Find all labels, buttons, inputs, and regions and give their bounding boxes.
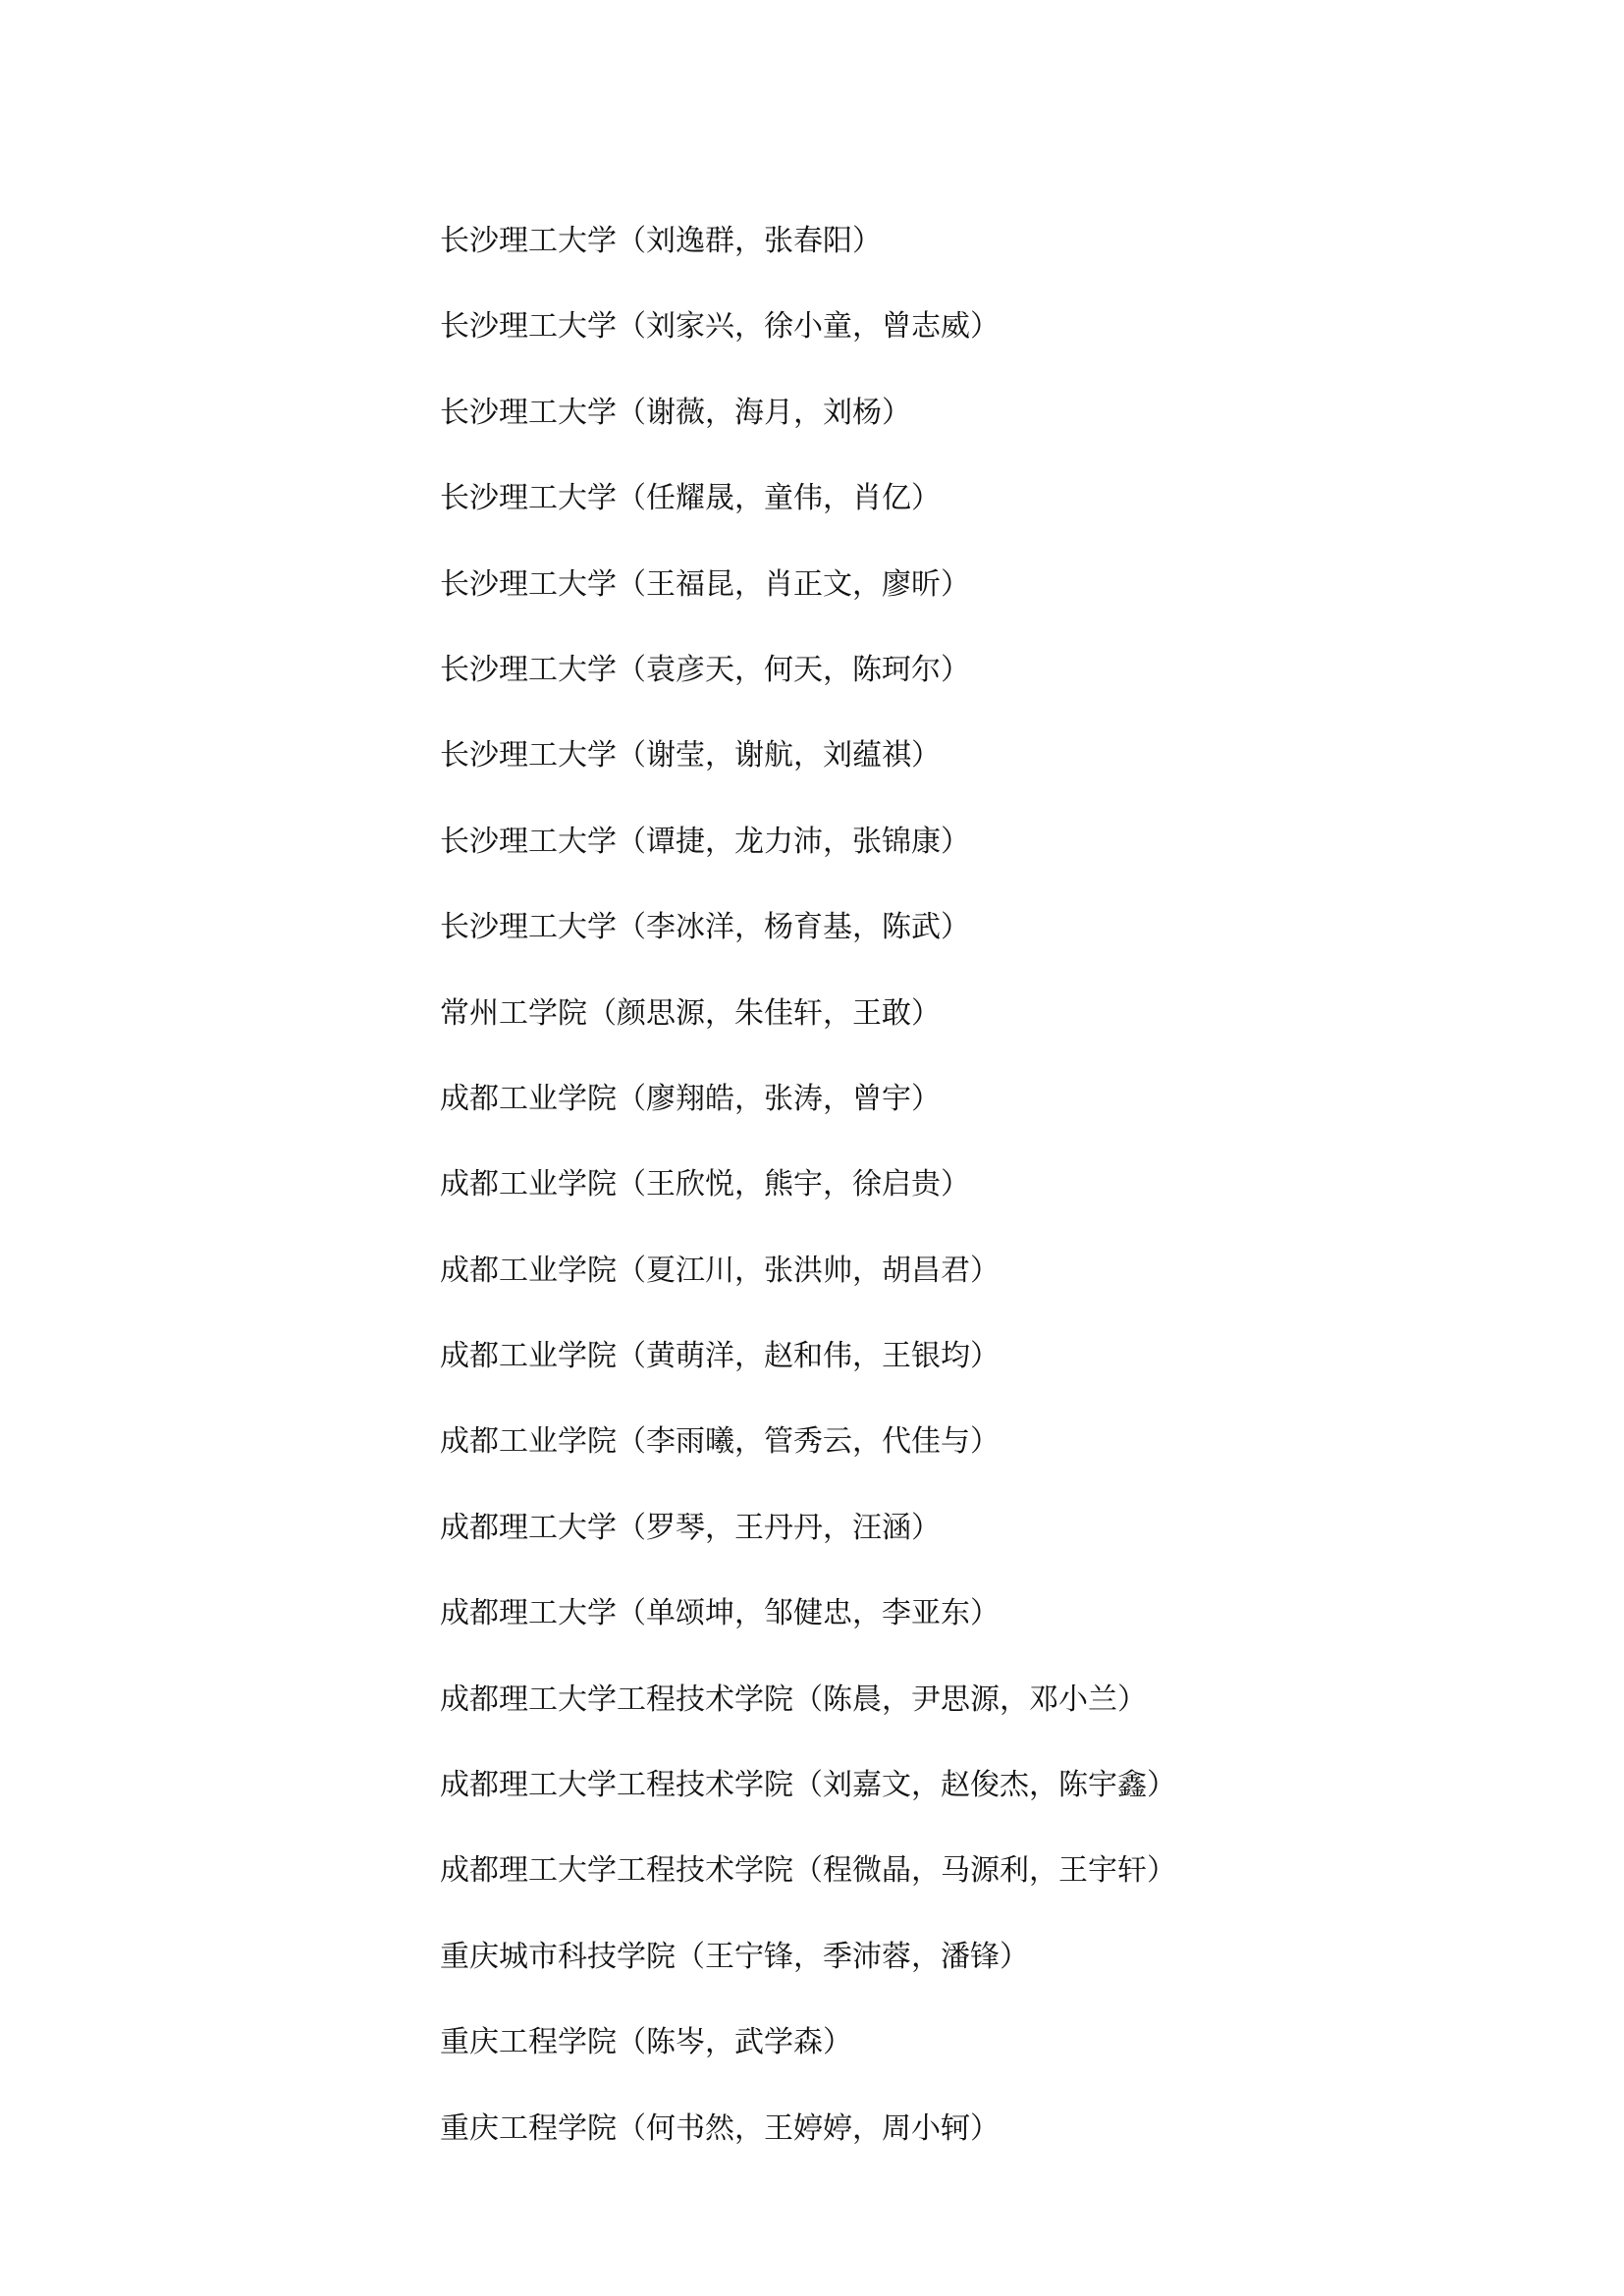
list-item: 成都工业学院（王欣悦，熊宇，徐启贵） — [440, 1167, 970, 1202]
list-item: 长沙理工大学（李冰洋，杨育基，陈武） — [440, 910, 970, 945]
list-item: 长沙理工大学（谢莹，谢航，刘蕴祺） — [440, 738, 941, 774]
award-entry-list — [440, 218, 1176, 2191]
list-item: 长沙理工大学（刘家兴，徐小童，曾志威） — [440, 309, 1000, 345]
list-item: 成都工业学院（廖翔皓，张涛，曾宇） — [440, 1081, 941, 1116]
list-item: 长沙理工大学（袁彦天，何天，陈珂尔） — [440, 652, 970, 687]
list-item: 成都理工大学（罗琴，王丹丹，汪涵） — [440, 1510, 941, 1545]
list-item: 长沙理工大学（谭捷，龙力沛，张锦康） — [440, 824, 970, 859]
list-item: 成都理工大学工程技术学院（陈晨，尹思源，邓小兰） — [440, 1682, 1147, 1717]
list-item: 重庆工程学院（何书然，王婷婷，周小轲） — [440, 2110, 1000, 2146]
list-item: 成都理工大学（单颂坤，邹健忠，李亚东） — [440, 1596, 1000, 1631]
list-item: 长沙理工大学（王福昆，肖正文，廖昕） — [440, 566, 970, 602]
list-item: 常州工学院（颜思源，朱佳轩，王敢） — [440, 995, 941, 1031]
list-item: 重庆工程学院（陈岑，武学森） — [440, 2025, 852, 2060]
list-item: 长沙理工大学（谢薇，海月，刘杨） — [440, 395, 911, 430]
list-item: 重庆城市科技学院（王宁锋，季沛蓉，潘锋） — [440, 1939, 1029, 1974]
list-item: 成都工业学院（黄萌洋，赵和伟，王银均） — [440, 1339, 1000, 1374]
list-item: 成都理工大学工程技术学院（刘嘉文，赵俊杰，陈宇鑫） — [440, 1768, 1176, 1803]
list-item: 成都工业学院（夏江川，张洪帅，胡昌君） — [440, 1253, 1000, 1288]
list-item: 成都理工大学工程技术学院（程微晶，马源利，王宇轩） — [440, 1853, 1176, 1889]
list-item: 长沙理工大学（刘逸群，张春阳） — [440, 224, 882, 258]
list-item: 长沙理工大学（任耀晟，童伟，肖亿） — [440, 481, 941, 516]
list-item: 成都工业学院（李雨曦，管秀云，代佳与） — [440, 1424, 1000, 1460]
